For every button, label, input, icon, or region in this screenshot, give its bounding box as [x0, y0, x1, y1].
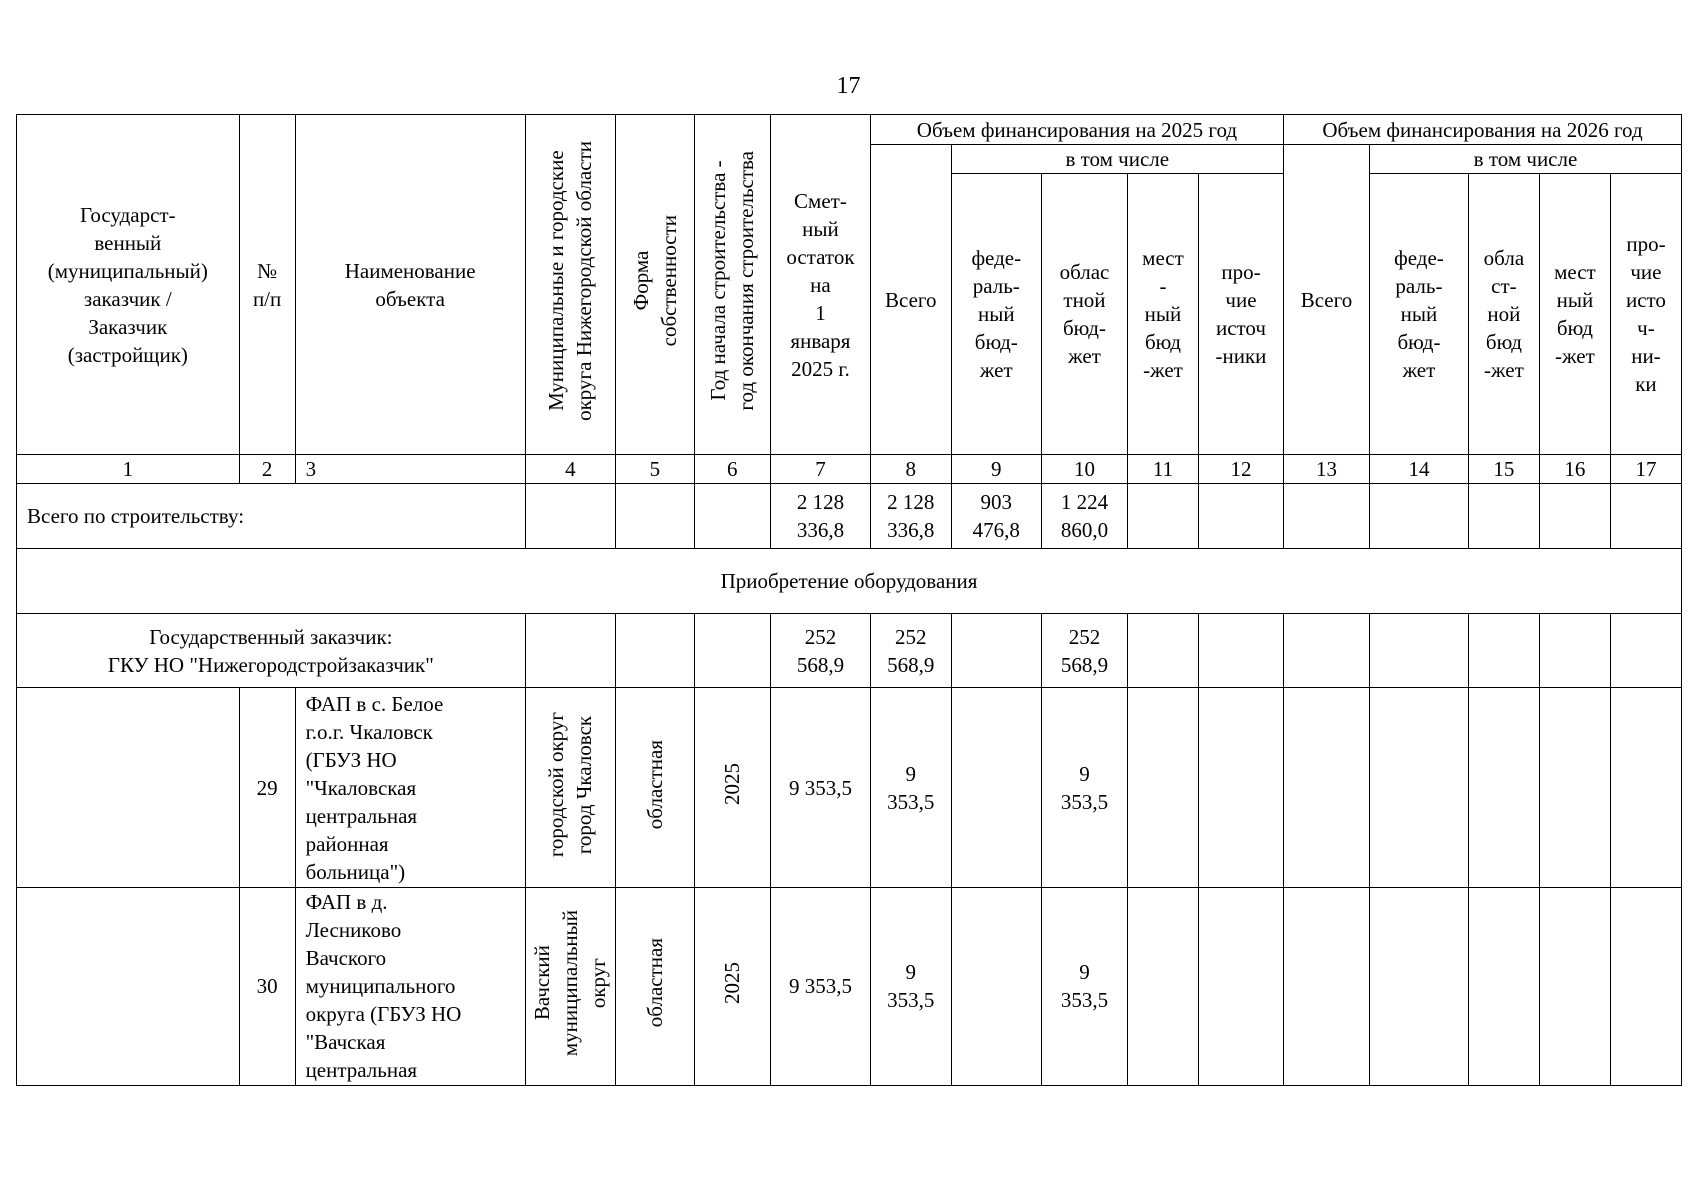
header-fin-2025: Объем финансирования на 2025 год [870, 115, 1283, 145]
header-municipal-cell [525, 115, 615, 455]
estimate-value: 9 353,5 [770, 688, 870, 887]
ownership-cell [616, 887, 695, 1085]
financing-table [16, 114, 1682, 1086]
table-cell [17, 688, 240, 887]
header-estimate: Смет- ный остаток на 1 января 2025 г. [770, 115, 870, 455]
table-row [17, 688, 1682, 887]
col-number: 3 [295, 455, 525, 484]
header-fin-2026: Объем финансирования на 2026 год [1283, 115, 1681, 145]
table-cell [694, 484, 770, 548]
col-number: 8 [870, 455, 951, 484]
header-ownership-cell [616, 115, 695, 455]
table-cell [1539, 484, 1610, 548]
table-cell [1198, 688, 1283, 887]
col-number: 6 [694, 455, 770, 484]
table-cell [1539, 887, 1610, 1085]
customer-row [17, 614, 1682, 688]
page-number: 17 [836, 73, 861, 99]
summary-federal-2025: 903 476,8 [951, 484, 1041, 548]
table-cell [1610, 614, 1681, 688]
col-number: 13 [1283, 455, 1369, 484]
header-number: № п/п [239, 115, 295, 455]
col-number: 12 [1198, 455, 1283, 484]
estimate-value: 9 353,5 [770, 887, 870, 1085]
table-cell [1468, 688, 1539, 887]
header-customer: Государст- венный (муниципальный) заказчик / Заказчик (застройщик) [17, 115, 240, 455]
header-years-cell [694, 115, 770, 455]
header-oth-2026: про- чие исто ч- ни- ки [1610, 174, 1681, 455]
table-cell [1369, 484, 1468, 548]
object-name: ФАП в д. Лесниково Вачского муниципального округа (ГБУЗ НО "Вачская центральная [295, 887, 525, 1085]
table-cell [1610, 484, 1681, 548]
table-cell [616, 614, 695, 688]
construction-years: 2025 [720, 961, 745, 1004]
row-number: 29 [239, 688, 295, 887]
object-name: ФАП в с. Белое г.о.г. Чкаловск (ГБУЗ НО "Чкаловская центральная районная больница") [295, 688, 525, 887]
summary-label: Всего по строительству: [17, 484, 526, 548]
customer-total-2025: 252 568,9 [870, 614, 951, 688]
table-cell [525, 484, 615, 548]
col-number: 17 [1610, 455, 1681, 484]
header-ownership: Форма собственности [628, 215, 681, 347]
row-number: 30 [239, 887, 295, 1085]
total-2025-value: 9 353,5 [870, 688, 951, 887]
col-number: 10 [1041, 455, 1127, 484]
header-object-name: Наименование объекта [295, 115, 525, 455]
header-total-2026: Всего [1283, 145, 1369, 455]
col-number: 1 [17, 455, 240, 484]
table-cell [17, 887, 240, 1085]
table-cell [951, 688, 1041, 887]
table-cell [1610, 688, 1681, 887]
col-number: 7 [770, 455, 870, 484]
header-reg-2026: обла ст- ной бюд -жет [1468, 174, 1539, 455]
summary-total-2025: 2 128 336,8 [870, 484, 951, 548]
table-row [17, 887, 1682, 1085]
table-cell [1127, 688, 1198, 887]
col-number: 14 [1369, 455, 1468, 484]
table-cell [951, 887, 1041, 1085]
table-cell [1539, 688, 1610, 887]
summary-row [17, 484, 1682, 548]
summary-estimate: 2 128 336,8 [770, 484, 870, 548]
table-cell [1198, 484, 1283, 548]
col-number: 9 [951, 455, 1041, 484]
table-cell [1369, 688, 1468, 887]
ownership-cell [616, 688, 695, 887]
header-loc-2026: мест ный бюд -жет [1539, 174, 1610, 455]
ownership-form: областная [642, 739, 667, 829]
col-number: 15 [1468, 455, 1539, 484]
municipal-district: Вачский муниципальный округ [530, 909, 611, 1056]
customer-regional-2025: 252 568,9 [1041, 614, 1127, 688]
table-cell [694, 614, 770, 688]
construction-years: 2025 [720, 763, 745, 806]
table-cell [1539, 614, 1610, 688]
header-loc-2025: мест - ный бюд -жет [1127, 174, 1198, 455]
table-cell [1369, 887, 1468, 1085]
table-cell [1369, 614, 1468, 688]
municipal-cell [525, 887, 615, 1085]
table-cell [525, 614, 615, 688]
customer-label: Государственный заказчик: ГКУ НО "Нижегородстройзаказчик" [17, 614, 526, 688]
regional-2025-value: 9 353,5 [1041, 688, 1127, 887]
table-cell [1283, 887, 1369, 1085]
summary-regional-2025: 1 224 860,0 [1041, 484, 1127, 548]
col-number: 11 [1127, 455, 1198, 484]
total-2025-value: 9 353,5 [870, 887, 951, 1085]
col-number: 5 [616, 455, 695, 484]
header-including-2025: в том числе [951, 145, 1283, 174]
header-including-2026: в том числе [1369, 145, 1681, 174]
table-cell [1127, 484, 1198, 548]
table-cell [1283, 688, 1369, 887]
header-municipal: Муниципальные и городские округа Нижегородской области [544, 141, 597, 421]
year-cell [694, 688, 770, 887]
header-reg-2025: облас тной бюд- жет [1041, 174, 1127, 455]
regional-2025-value: 9 353,5 [1041, 887, 1127, 1085]
header-total-2025: Всего [870, 145, 951, 455]
column-numbers-row [17, 455, 1682, 484]
table-cell [1283, 614, 1369, 688]
table-cell [1468, 887, 1539, 1085]
header-fed-2026: феде- раль- ный бюд- жет [1369, 174, 1468, 455]
customer-estimate: 252 568,9 [770, 614, 870, 688]
table-cell [1468, 484, 1539, 548]
section-title: Приобретение оборудования [17, 548, 1682, 613]
year-cell [694, 887, 770, 1085]
ownership-form: областная [642, 938, 667, 1028]
table-cell [1127, 887, 1198, 1085]
col-number: 2 [239, 455, 295, 484]
col-number: 16 [1539, 455, 1610, 484]
table-cell [1198, 887, 1283, 1085]
table-cell [1610, 887, 1681, 1085]
municipal-district: городской округ город Чкаловск [544, 711, 597, 857]
table-cell [1283, 484, 1369, 548]
header-fed-2025: феде- раль- ный бюд- жет [951, 174, 1041, 455]
table-cell [1198, 614, 1283, 688]
table-cell [1127, 614, 1198, 688]
header-years: Год начала строительства - год окончания строительства [706, 151, 759, 411]
table-cell [951, 614, 1041, 688]
municipal-cell [525, 688, 615, 887]
header-oth-2025: про- чие источ -ники [1198, 174, 1283, 455]
table-cell [1468, 614, 1539, 688]
table-cell [616, 484, 695, 548]
col-number: 4 [525, 455, 615, 484]
